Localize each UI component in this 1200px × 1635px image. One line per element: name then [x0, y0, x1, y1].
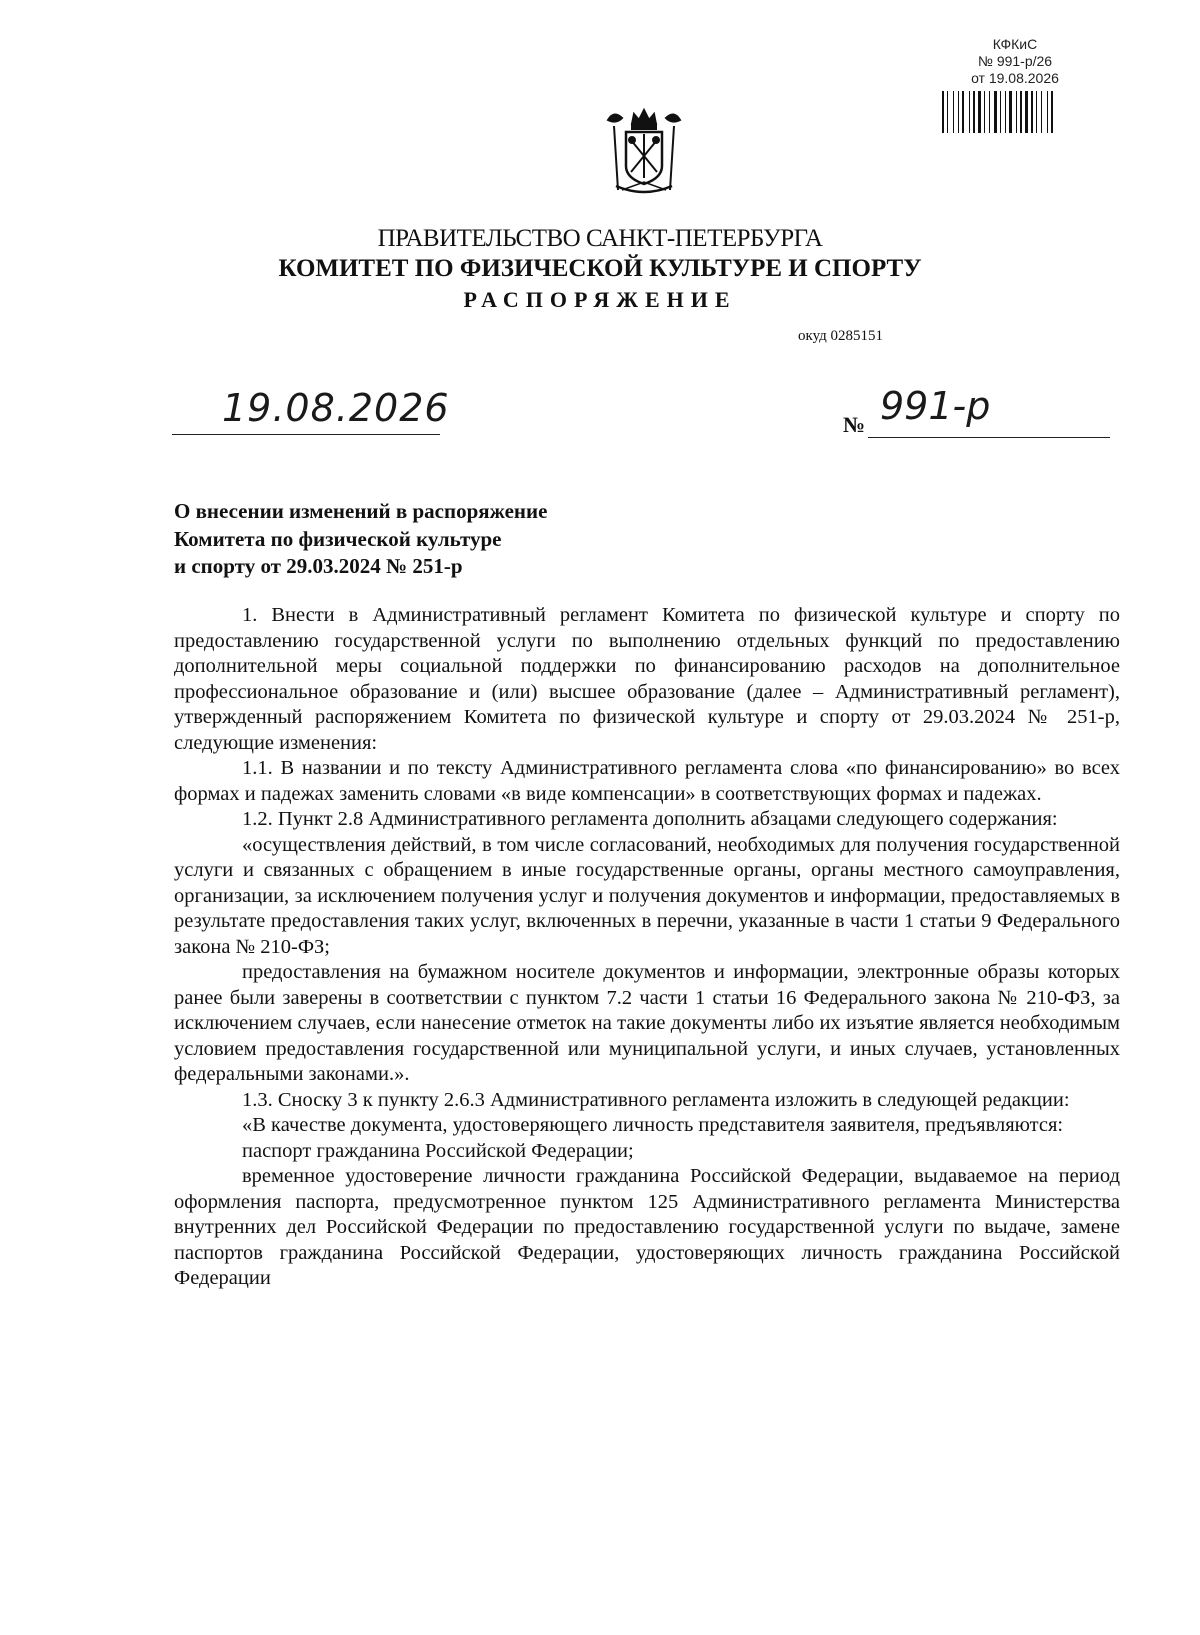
- handwritten-number: 991-р: [880, 384, 991, 428]
- paragraph-quote-2: предоставления на бумажном носителе документов и информации, электронные образы которых ранее были заверены в соответствии с пунктом 7.2 части 1 статьи 16 Федерального закона № 210-ФЗ, за исключением случаев, если нанесение отметок на такие документы либо их изъятие является необходимым условием предоставления государственной или муниципальной услуги, и иных случаев, установленных федеральными законами.».: [174, 961, 1120, 1085]
- paragraph-1-2: 1.2. Пункт 2.8 Административного регламента дополнить абзацами следующего содержания:: [242, 808, 1058, 830]
- paragraph-1-3: 1.3. Сноску 3 к пункту 2.6.3 Административного регламента изложить в следующей редакции:: [242, 1088, 1070, 1111]
- document-body: [174, 603, 1120, 1292]
- committee-title: КОМИТЕТ ПО ФИЗИЧЕСКОЙ КУЛЬТУРЕ И СПОРТУ: [278, 255, 922, 282]
- st-petersburg-coat-of-arms-icon: [602, 106, 686, 198]
- stamp-date: от 19.08.2026: [971, 70, 1059, 86]
- stamp-number: № 991-р/26: [977, 53, 1053, 69]
- number-sign: №: [843, 412, 866, 437]
- paragraph-quote-4: паспорт гражданина Российской Федерации;: [242, 1139, 634, 1162]
- subject-line-2: Комитета по физической культуре: [174, 526, 502, 551]
- registration-stamp: [930, 36, 1100, 133]
- date-underline: [172, 434, 440, 435]
- document-subject: [174, 498, 547, 581]
- barcode-icon: [940, 91, 1090, 133]
- paragraph-1-1: 1.1. В названии и по тексту Административного регламента слова «по финансированию» во всех формах и падежах заменить словами «в виде компенсации» в соответствующих формах и падежах.: [174, 757, 1120, 805]
- okud-code: окуд 0285151: [798, 328, 884, 344]
- paragraph-1: 1. Внести в Административный регламент Комитета по физической культуре и спорту по предоставлению государственной услуги по выполнению отдельных функций по предоставлению дополнительной меры социальной поддержки по финансированию расходов на дополнительное профессиональное образование и (или) высшее образование (далее – Административный регламент), утвержденный распоряжением Комитета по физической культуре и спорту от 29.03.2024 № 251-р, следующие изменения:: [174, 604, 1120, 754]
- number-underline: [868, 437, 1110, 438]
- paragraph-quote-1: «осуществления действий, в том числе согласований, необходимых для получения государственной услуги и связанных с обращением в иные государственные органы, органы местного самоуправления, организации, за исключением получения услуг и получения документов и информации, предоставляемых в результате предоставления таких услуг, включенных в перечни, указанные в части 1 статьи 9 Федерального закона № 210-ФЗ;: [174, 833, 1120, 958]
- paragraph-quote-3: «В качестве документа, удостоверяющего личность представителя заявителя, предъявляются:: [242, 1114, 1064, 1136]
- paragraph-quote-5: временное удостоверение личности гражданина Российской Федерации, выдаваемое на период оформления паспорта, предусмотренное пунктом 125 Административного регламента Министерства внутренних дел Российской Федерации по предоставлению государственной услуги по выдаче, замене паспортов гражданина Российской Федерации, удостоверяющих личность гражданина Российской Федерации: [174, 1165, 1120, 1289]
- government-title: ПРАВИТЕЛЬСТВО САНКТ-ПЕТЕРБУРГА: [377, 225, 823, 252]
- stamp-org: КФКиС: [992, 36, 1038, 52]
- subject-line-3: и спорту от 29.03.2024 № 251-р: [174, 554, 463, 578]
- subject-line-1: О внесении изменений в распоряжение: [174, 499, 548, 523]
- document-type: РАСПОРЯЖЕНИЕ: [463, 287, 737, 312]
- handwritten-date: 19.08.2026: [222, 386, 450, 430]
